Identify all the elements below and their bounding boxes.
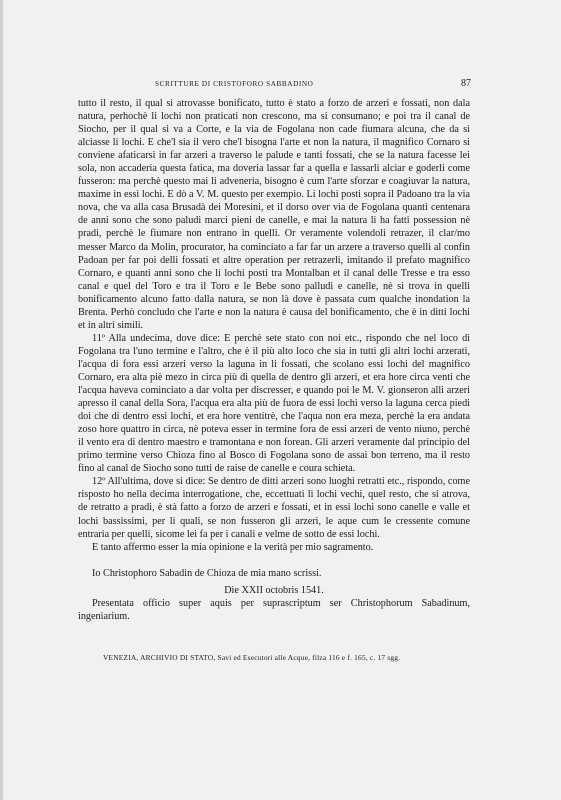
body-text bbox=[78, 97, 470, 623]
paragraph-oath: E tanto affermo esser la mia opinione e la verità per mio sagramento. bbox=[92, 541, 374, 553]
paragraph-continuation: tutto il resto, il qual si atrovasse bonificato, tutto è stato a forzo de arzeri e fossati, non dala natura, perhochè li lochi non praticati non crescono, ma si consumano; e poi tra il canal de Sìocho, per il qual si va a Corte, e la via de Fogolana non cade fiumara alcuna, che da sì alciasse li lochi. E che'l sia il vero che'l bisogna l'arte et non la natura, il magnifico Cornaro si conviene afaticarsi in far arzeri a traverso le palude e tanti fossati, che se la natura facesse lei sola, non accaderia questa fatica, ma doveria lassar far a quella e lassarli alciar e goderli come fusseron: ma perchè questo mai li adveneria, bisogno è cum l'arte sforzar e coagiuvar la natura, maxime in essi lochi. E dò a V. M. questo per exempio. Li lochi posti sopra il Padoano tra la via nova, che va alla casa Brusadà dei Moresini, et il dorso over via de Fogolana quanti centenara de anni sono che sono paludi marci pieni de canelle, e mai la natura li ha fatti possession nè pradi, perchè le fiumare non entrano in quelli. Or veramente volendoli retrazer, il clar/mo messer Marco da Molin, procurator, ha cominciato a far far un arzere a traverso quelli al confin Padoan per far poi delli fossati et altre operation per retrazerli, imitando il prefato magnifico Cornaro, e quanti anni sono che li lochi posti tra Montalban et il canal delle Tresse e tra esso canal e quel del Toro e tra il Toro e le Bebe sono palludi e canelle, nè si trova in quelli bonificamento alcuno fatto dalla natura, se non là dove è passata cum qualche inondation la Brenta. Perhò concludo che l'arte e non la natura è causa del bonificamento, che è in ditti lochi et in altri simili. bbox=[78, 98, 470, 331]
signature-line: Io Christophoro Sabadin de Chioza de mia mano scrissi. bbox=[92, 567, 322, 579]
page-number: 87 bbox=[461, 78, 471, 89]
archive-name: VENEZIA, ARCHIVIO DI STATO, bbox=[103, 653, 216, 662]
paragraph-item-11: 11º Alla undecima, dove dice: E perchè sete stato con noi etc., rispondo che nel loco di Fogolana tra l'uno termine e l'altro, che è il più alto loco che sia in tutti gli altri lochi arzerati, l'acqua di fora essi arzeri verso la laguna in li fossati, che scolano essi lochi del magnifico Cornaro, era alta piè mezo in circa più di quella de dentro gli arzeri, et era hore circa venti che l'acqua haveva cominciato a dar volta per discresser, e quando poi le M. V. gionseron alli arzeri apresso il canal della Sora, l'acqua era alta più de fuora de essi lochi verso la laguna cerca piedi doi che di dentro essi lochi, et era hore ventitrè, che l'aqua non era meza, perchè la era andata zoso hore quattro in circa, nè poteva esser in termine fora de essi arzeri de vento niuno, perchè il vento era di dentro maestro e tramontana e non forean. Gli arzeri veramente dal principio del primo termine verso Chioza fino al Bosco di Fogolana sono de assai bon terreno, ma il resto fino al canal de Sìocho sono tutti de raise de canelle e coura schieta. bbox=[78, 332, 470, 475]
date-line: Die XXII octobris 1541. bbox=[224, 584, 324, 596]
source-citation bbox=[103, 653, 463, 662]
archive-reference: Savi ed Esecutori alle Acque, filza 116 e f. 165, c. 17 sgg. bbox=[217, 653, 401, 662]
presentation-note: Presentata officio super aquis per suprascriptum ser Christophorum Sabadinum, ingeniarium. bbox=[78, 597, 470, 622]
paragraph-item-12: 12º All'ultima, dove si dice: Se dentro de ditti arzeri sono luoghi retratti etc., rispondo, come risposto ho nella decima interrogatione, che, eccettuati li lochi vechi, quel resto, che si atrova, de retratto a pradi, è stà fatto a forzo de arzeri e fossati, et in essi lochi sono canelle e valle et lochi bassissimi, per li quali, se non fusseron gli arzeri, le aque cum le cressente comune entraria per quelli, sicome lei fa per i canali e velme de sotto de essi lochi. bbox=[78, 476, 470, 540]
running-title: SCRITTURE DI CRISTOFORO SABBADINO bbox=[155, 80, 314, 88]
